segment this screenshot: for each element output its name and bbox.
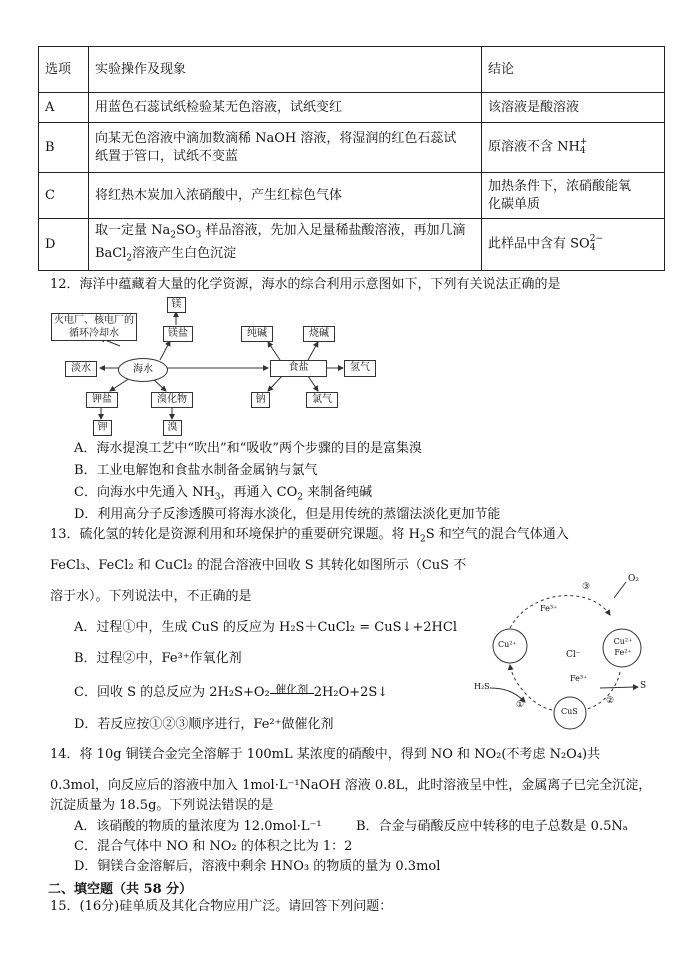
q14-option-c: C．混合气体中 NO 和 NO₂ 的体积之比为 1：2 [74, 839, 353, 854]
step2-label: ② [606, 696, 615, 706]
q12-option-b: B．工业电解饱和食盐水制备金属钠与氯气 [74, 463, 318, 478]
mg-box: 镁 [167, 297, 186, 313]
q14-option-b: B．合金与硝酸反应中转移的电子总数是 0.5Nₐ [356, 819, 628, 834]
cu2-fe2-label: Cu²⁺ Fe²⁺ [613, 637, 633, 657]
row-operation: 将红热木炭加入浓硝酸中，产生红棕色气体 [89, 173, 482, 219]
section-title: 二、填空题（共 58 分） [48, 882, 193, 897]
row-operation: 用蓝色石蕊试纸检验某无色溶液，试纸变红 [89, 93, 482, 123]
power-plant-box: 火电厂、核电厂的循环冷却水 [51, 313, 137, 341]
na-box: 钠 [251, 392, 270, 408]
operation-line: 向某无色溶液中滴加数滴稀 NaOH 溶液，将湿润的红色石蕊试 [95, 130, 457, 146]
br-box: 溴 [163, 420, 182, 436]
step1-label: ① [516, 700, 525, 710]
q13-option-c: C．回收 S 的总反应为 2H₂S+O₂ 催化剂 2H₂O+2S↓ [74, 683, 389, 700]
q13-line1: 13．硫化氢的转化是资源利用和环境保护的重要研究课题。将 $H_2S$ 和空气的混合气体通入 [50, 527, 569, 545]
header-option: 选项 [39, 47, 89, 93]
cycle-diagram [470, 570, 650, 740]
mg-salt-box: 镁盐 [163, 326, 193, 342]
salt-box: 食盐 [270, 360, 327, 377]
seawater-oval: 海水 [118, 358, 168, 382]
cl-label: Cl⁻ [566, 650, 581, 660]
q12-option-d: D．利用高分子反渗透膜可将海水淡化，但是用传统的蒸馏法淡化更加节能 [74, 507, 501, 522]
q12-option-c: C．向海水中先通入 $NH_3$，再通入 $CO_2$ 来制备纯碱 [74, 485, 373, 503]
soda-box: 纯碱 [241, 326, 273, 342]
q14-line2: 0.3mol，向反应后的溶液中加入 1mol·L⁻¹NaOH 溶液 0.8L，此时溶液呈中性，金属离子已完全沉淀， [50, 778, 652, 793]
q13-option-d: D．若反应按①②③顺序进行，Fe²⁺做催化剂 [74, 717, 334, 732]
q13-line3: 溶于水）。下列说法中，不正确的是 [50, 589, 252, 604]
k-salt-box: 钾盐 [86, 392, 118, 408]
row-option: B [39, 123, 89, 173]
q13-line2: FeCl₃、FeCl₂ 和 CuCl₂ 的混合溶液中回收 S 其转化如图所示（CuS 不 [50, 558, 467, 573]
caustic-box: 烧碱 [303, 326, 335, 342]
fe3-top-label: Fe³⁺ [540, 604, 558, 613]
fe3-bottom-label: Fe³⁺ [570, 674, 588, 683]
step3-label: ③ [582, 582, 591, 592]
catalyst-label: 催化剂 [275, 683, 309, 696]
o2-label: O₂ [628, 574, 639, 584]
row-conclusion: 该溶液是酸溶液 [482, 93, 665, 123]
operation-line: 取一定量 $Na_2SO_3$ 样品溶液，先加入足量稀盐酸溶液，再加几滴 [95, 223, 466, 241]
table-row [39, 219, 665, 271]
q12-stem: 12．海洋中蕴藏着大量的化学资源，海水的综合利用示意图如下，下列有关说法正确的是 [50, 277, 561, 292]
row-conclusion [482, 173, 665, 219]
q14-line3: 沉淀质量为 18.5g。下列说法错误的是 [50, 798, 274, 813]
s-label: S [640, 681, 647, 691]
table-header-row [39, 47, 665, 93]
q14-line1: 14．将 10g 铜镁合金完全溶解于 100mL 某浓度的硝酸中，得到 NO 和 NO₂(不考虑 N₂O₄)共 [50, 747, 601, 762]
row-operation [89, 219, 482, 271]
row-option: D [39, 219, 89, 271]
table-row [39, 173, 665, 219]
freshwater-box: 淡水 [65, 361, 97, 377]
cu2-label: Cu²⁺ [498, 640, 517, 649]
row-option: C [39, 173, 89, 219]
k-box: 钾 [93, 420, 112, 436]
operation-line: BaCl$_2$溶液产生白色沉淀 [95, 245, 237, 264]
h2-box: 氢气 [344, 360, 376, 377]
header-conclusion: 结论 [482, 47, 665, 93]
row-conclusion: 此样品中含有 SO 2− 4 [482, 219, 665, 271]
q14-option-d: D．铜镁合金溶解后，溶液中剩余 HNO₃ 的物质的量为 0.3mol [74, 859, 441, 874]
q14-option-a: A．该硝酸的物质的量浓度为 12.0mol·L⁻¹ [74, 819, 322, 834]
cus-label: CuS [561, 707, 578, 716]
q13-option-a: A．过程①中，生成 CuS 的反应为 H₂S＋CuCl₂ = CuS↓+2HCl [74, 620, 457, 635]
header-operation: 实验操作及现象 [89, 47, 482, 93]
table-row [39, 93, 665, 123]
bromide-box: 溴化物 [151, 392, 193, 408]
h2s-label: H₂S [474, 682, 490, 691]
row-option: A [39, 93, 89, 123]
cl2-box: 氯气 [306, 392, 338, 408]
q13-option-b: B．过程②中，Fe³⁺作氧化剂 [74, 651, 242, 666]
q12-option-a: A．海水提溴工艺中“吹出”和“吸收”两个步骤的目的是富集溴 [74, 441, 422, 456]
row-operation [89, 123, 482, 173]
table-row [39, 123, 665, 173]
row-conclusion: 原溶液不含 NH + 4 [482, 123, 665, 173]
q15-stem: 15．(16分)硅单质及其化合物应用广泛。请回答下列问题： [50, 899, 393, 914]
conclusion-line: 加热条件下，浓硝酸能氧 [488, 178, 632, 194]
operation-line: 纸置于管口，试纸不变蓝 [95, 148, 239, 164]
experiment-table [38, 46, 665, 271]
conclusion-line: 化碳单质 [488, 196, 541, 212]
